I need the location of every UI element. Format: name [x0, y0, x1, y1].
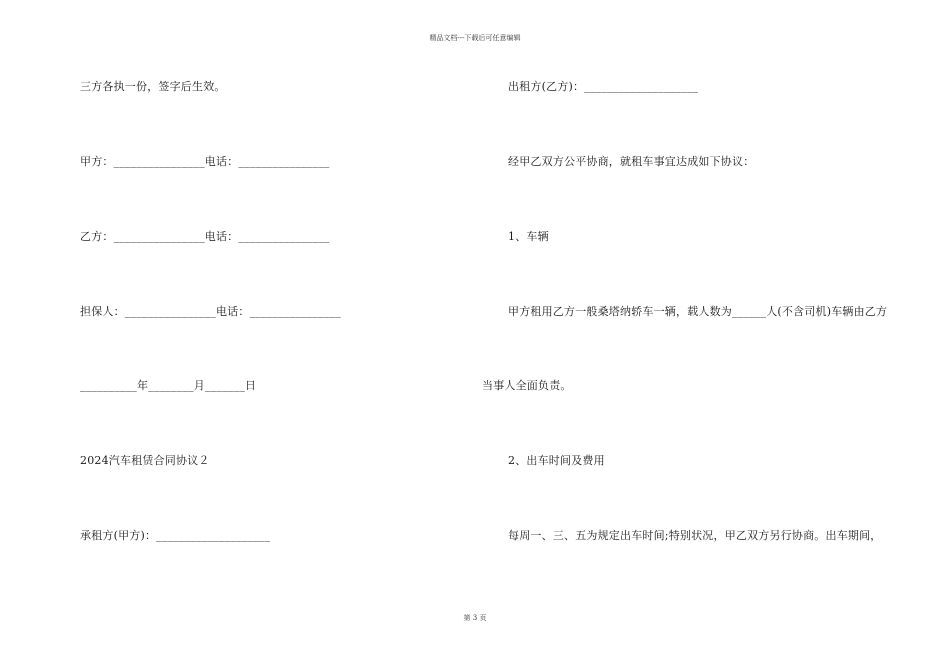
- party-b-line: 乙方：________________电话：________________: [80, 230, 330, 243]
- page-header: 精品文档---下载后可任意编辑: [429, 34, 521, 42]
- text-line: 三方各执一份，签字后生效。: [80, 80, 226, 93]
- party-a-line: 甲方：________________电话：________________: [80, 155, 330, 168]
- clause-heading: 2、出车时间及费用: [508, 454, 605, 467]
- text-line: 当事人全面负责。: [482, 379, 572, 392]
- clause-heading: 1、车辆: [508, 230, 549, 243]
- guarantor-line: 担保人：________________电话：________________: [80, 305, 341, 318]
- section-title: 2024汽车租赁合同协议２: [80, 454, 210, 467]
- lessee-line: 承租方(甲方)：____________________: [80, 529, 271, 542]
- date-line: __________年________月_______日: [80, 379, 257, 392]
- page-number: 第 3 页: [463, 614, 487, 622]
- lessor-line: 出租方(乙方)：____________________: [508, 80, 699, 93]
- text-line: 经甲乙双方公平协商，就租车事宜达成如下协议：: [508, 155, 755, 168]
- text-line: 每周一、三、五为规定出车时间;特别状况，甲乙双方另行协商。出车期间，: [508, 529, 882, 542]
- text-line: 甲方租用乙方一般桑塔纳轿车一辆，载人数为______人(不含司机)车辆由乙方: [508, 305, 888, 318]
